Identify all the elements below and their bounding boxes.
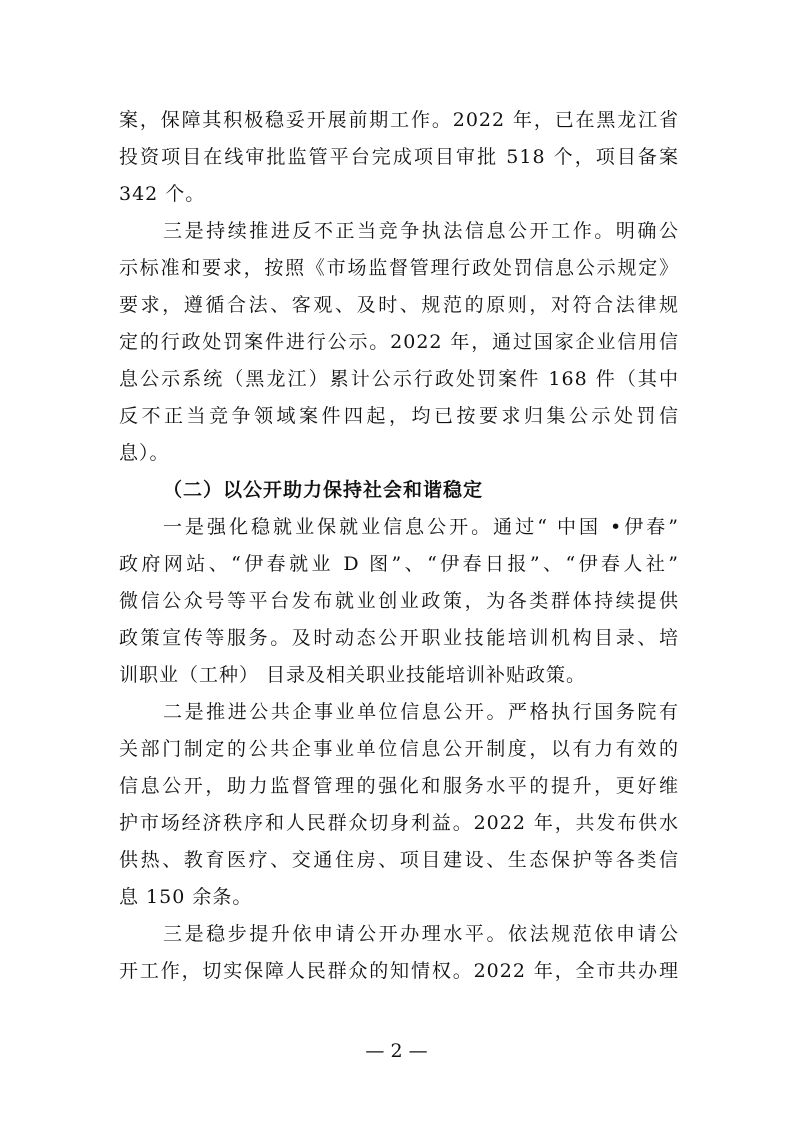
text-line: 342 个。 (119, 183, 206, 205)
text-line: 息）。 (119, 442, 170, 464)
paragraph (119, 102, 679, 213)
text-line: 训职业（工种） 目录及相关职业技能培训补贴政策。 (119, 664, 587, 686)
text-line: 微信公众号等平台发布就业创业政策，为各类群体持续提供 (119, 590, 679, 612)
text-line: 护市场经济秩序和人民群众切身利益。2022 年，共发布供水 (119, 812, 679, 834)
text-line: 开工作，切实保障人民群众的知情权。2022 年，全市共办理 (119, 960, 679, 982)
text-line: 定的行政处罚案件进行公示。2022 年，通过国家企业信用信 (119, 331, 679, 353)
text-line: 二是推进公共企事业单位信息公开。严格执行国务院有 (163, 701, 679, 723)
text-line: 投资项目在线审批监管平台完成项目审批 518 个，项目备案 (119, 146, 679, 168)
paragraph (119, 509, 679, 694)
text-line: 三是持续推进反不正当竞争执法信息公开工作。明确公 (163, 220, 679, 242)
text-line: 一是强化稳就业保就业信息公开。通过“ 中国 •伊春” (163, 516, 679, 538)
text-line: 示标准和要求，按照《市场监督管理行政处罚信息公示规定》 (119, 257, 679, 279)
text-line: 息 150 余条。 (119, 886, 253, 908)
page-number: — 2 — (365, 1040, 428, 1062)
text-line: 政策宣传等服务。及时动态公开职业技能培训机构目录、培 (119, 627, 679, 649)
text-line: 三是稳步提升依申请公开办理水平。依法规范依申请公 (163, 923, 679, 945)
text-line: 供热、教育医疗、交通住房、项目建设、生态保护等各类信 (119, 849, 679, 871)
text-line: 政府网站、“伊春就业 D 图”、“伊春日报”、“伊春人社” (119, 553, 679, 575)
text-line: 要求，遵循合法、客观、及时、规范的原则，对符合法律规 (119, 294, 679, 316)
section-heading (119, 472, 679, 509)
text-line: 案，保障其积极稳妥开展前期工作。2022 年，已在黑龙江省 (119, 109, 679, 131)
heading-text: （二）以公开助力保持社会和谐稳定 (163, 479, 484, 501)
body-text (119, 102, 679, 990)
text-line: 反不正当竞争领域案件四起，均已按要求归集公示处罚信 (119, 405, 679, 427)
paragraph (119, 694, 679, 916)
paragraph (119, 213, 679, 472)
text-line: 信息公开，助力监督管理的强化和服务水平的提升，更好维 (119, 775, 679, 797)
paragraph (119, 916, 679, 990)
text-line: 关部门制定的公共企事业单位信息公开制度，以有力有效的 (119, 738, 679, 760)
text-line: 息公示系统（黑龙江）累计公示行政处罚案件 168 件（其中 (119, 368, 679, 390)
